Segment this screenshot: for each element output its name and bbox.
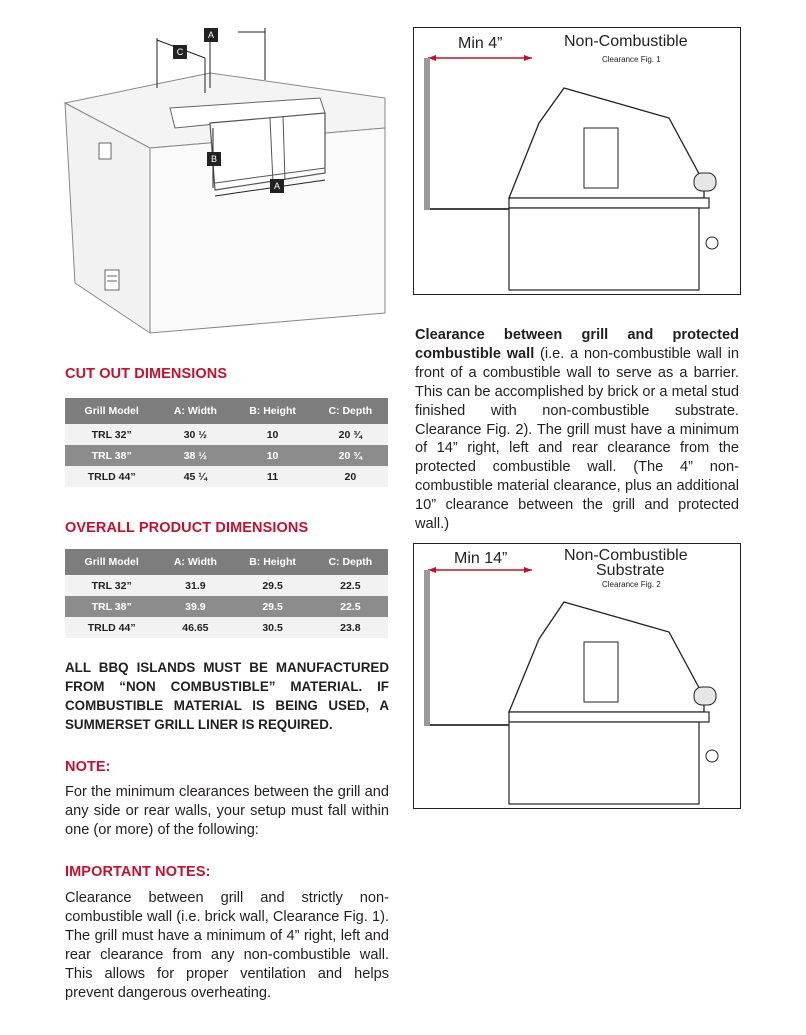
- col-width: A: Width: [158, 398, 232, 424]
- cell: TRLD 44”: [65, 466, 158, 487]
- table-row: [65, 575, 388, 596]
- cell: 46.65: [158, 617, 232, 638]
- protected-wall-text: [415, 326, 739, 534]
- cell: 20 ¾: [313, 445, 388, 466]
- island-cutout-illustration: [55, 18, 395, 343]
- cell: 10: [232, 445, 312, 466]
- important-heading: IMPORTANT NOTES:: [65, 864, 211, 880]
- cell: 11: [232, 466, 312, 487]
- cell: 23.8: [313, 617, 388, 638]
- fig2-min-label: Min 14”: [454, 550, 508, 567]
- fig2-title-line2: Substrate: [596, 562, 665, 579]
- fig2-caption: Clearance Fig. 2: [602, 580, 661, 589]
- note-heading: NOTE:: [65, 759, 111, 775]
- cell: 20 ¾: [313, 424, 388, 445]
- cell: 10: [232, 424, 312, 445]
- cutout-table: [65, 398, 388, 487]
- overall-table: [65, 549, 388, 638]
- note-text: For the minimum clearances between the grill and any side or rear walls, your setup must fall within one (or more) of the following:: [65, 784, 389, 838]
- cell: 39.9: [158, 596, 232, 617]
- table-row: [65, 445, 388, 466]
- dimension-tag-a: A: [204, 28, 218, 42]
- cell: TRL 32”: [65, 424, 158, 445]
- table-row: [65, 424, 388, 445]
- cell: 29.5: [232, 575, 312, 596]
- cell: 31.9: [158, 575, 232, 596]
- fig1-caption: Clearance Fig. 1: [602, 55, 661, 64]
- col-depth: C: Depth: [313, 549, 388, 575]
- clearance-fig-1: [413, 27, 741, 295]
- cutout-heading: CUT OUT DIMENSIONS: [65, 366, 228, 382]
- table-row: [65, 617, 388, 638]
- fig2-title-line1: Non-Combustible: [564, 547, 688, 564]
- important-text: Clearance between grill and strictly non-combustible wall (i.e. brick wall, Clearance Fig. 1). The grill must have a minimum of 4” right, left and rear clearance from any non-combustible wall. This allows for proper ventilation and helps prevent dangerous overheating.: [65, 890, 389, 1001]
- fig1-title: Non-Combustible: [564, 33, 688, 50]
- dimension-tag-c: C: [173, 45, 187, 59]
- cell: 29.5: [232, 596, 312, 617]
- cell: 38 ½: [158, 445, 232, 466]
- cell: TRLD 44”: [65, 617, 158, 638]
- dimension-tag-b: B: [207, 152, 221, 166]
- combustible-warning: ALL BBQ ISLANDS MUST BE MANUFACTURED FROM “NON COMBUSTIBLE” MATERIAL. IF COMBUSTIBLE MATERIAL IS BEING USED, A SUMMERSET GRILL LINER IS REQUIRED.: [65, 660, 389, 732]
- col-height: B: Height: [232, 398, 312, 424]
- cell: TRL 38”: [65, 445, 158, 466]
- protected-wall-lead: Clearance between grill and protected combustible wall: [415, 327, 739, 362]
- cell: 22.5: [313, 575, 388, 596]
- col-height: B: Height: [232, 549, 312, 575]
- cell: 30.5: [232, 617, 312, 638]
- fig1-grill-drawing: [414, 28, 740, 294]
- col-width: A: Width: [158, 549, 232, 575]
- overall-heading: OVERALL PRODUCT DIMENSIONS: [65, 520, 309, 536]
- col-grill-model: Grill Model: [65, 398, 158, 424]
- fig1-min-label: Min 4”: [458, 35, 503, 52]
- col-grill-model: Grill Model: [65, 549, 158, 575]
- clearance-fig-2: [413, 543, 741, 809]
- col-depth: C: Depth: [313, 398, 388, 424]
- dimension-tag-a-bottom: A: [270, 179, 284, 193]
- cell: TRL 38”: [65, 596, 158, 617]
- cell: 20: [313, 466, 388, 487]
- table-row: [65, 596, 388, 617]
- cell: 30 ½: [158, 424, 232, 445]
- cell: 22.5: [313, 596, 388, 617]
- cell: TRL 32”: [65, 575, 158, 596]
- cell: 45 ¼: [158, 466, 232, 487]
- fig2-grill-drawing: [414, 544, 740, 808]
- protected-wall-body: (i.e. a non-combustible wall in front of a combustible wall to serve as a barrier. This can be accomplished by brick or a metal stud finished with non-combustible substrate. Clearance Fig. 2). The grill must have a minimum of 14” right, left and rear clearance from the protected combustible wall. (The 4” non-combustible material clearance, plus an additional 10” clearance between the grill and protected wall.): [415, 345, 740, 533]
- table-row: [65, 466, 388, 487]
